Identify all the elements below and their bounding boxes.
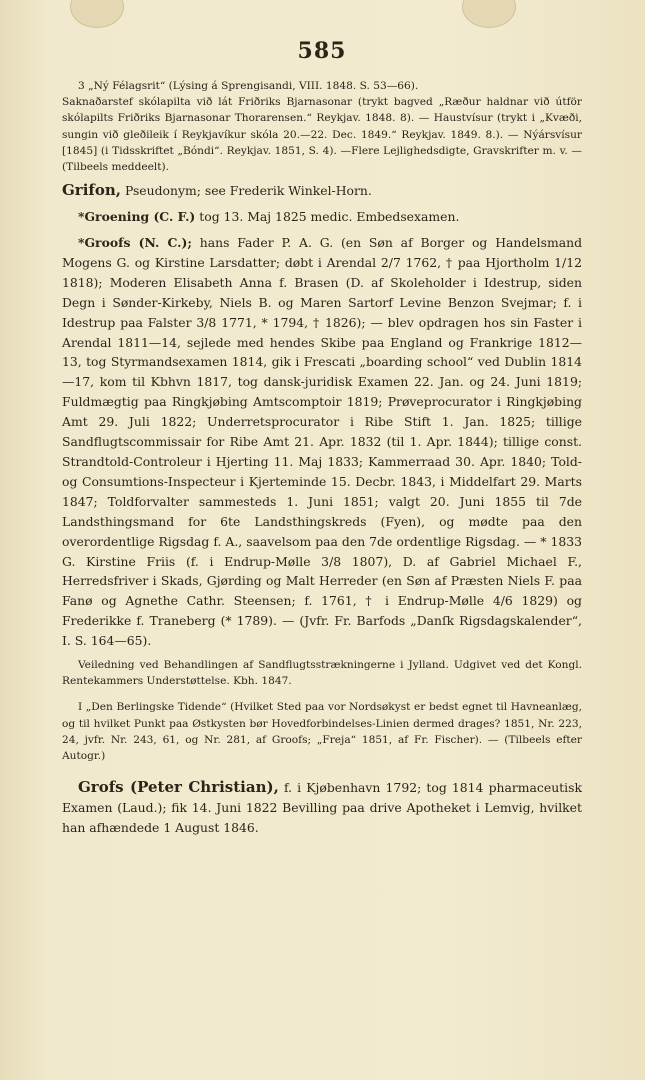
page-edge-mark: [70, 0, 124, 28]
page-text: [62, 38, 582, 838]
paragraph: I „Den Berlingske Tidende“ (Hvilket Sted paa vor Nordsøkyst er bedst egnet til Havneanlæg, og til hvilket Punkt paa Østkysten bør Hovedforbindelses-Linien dermed drages? 1851, Nr. 223, 24, jvfr. Nr. 243, 61, og Nr. 281, af Groofs; „Freja“ 1851, af Fr. Fischer). — (Tilbeels efter Autogr.): [62, 701, 582, 763]
page-number: 585: [297, 38, 347, 64]
entry-text: Pseudonym; see Frederik Winkel-Horn.: [121, 183, 372, 199]
entry-grofs: [62, 778, 582, 838]
entry-grifon: [62, 181, 582, 201]
paragraph: Saknaðarstef skólapilta við lát Friðriks Bjarnasonar (trykt bagved „Ræður haldnar við útför skólapilts Friðriks Bjarnasonar Thorarensen.“ Reykjav. 1848. 8). — Haustvísur (trykt i „Kvæði, sungin við gleðileik í Reykjavíkur skóla 20.—22. Dec. 1849.“ Reykjav. 1849. 8.). — Nýársvísur [1845] (i Tidsskriftet „Bóndi“. Reykjav. 1851, S. 4). —Flere Lejlighedsdigte, Gravskrifter m. v. — (Tilbeels meddeelt).: [62, 96, 582, 174]
page-edge-mark: [462, 0, 516, 28]
entry-text: tog 13. Maj 1825 medic. Embedsexamen.: [195, 209, 460, 225]
entry-text: hans Fader P. A. G. (en Søn af Borger og Handelsmand Mogens G. og Kirstine Larsdatter; døbt i Arendal 2/7 1762, † paa Hjortholm 1/12 1818); Moderen Elisabeth Anna f. Brasen (D. af Skoleholder i Idestrup, siden Degn i Sønder-Kirkeby, Niels B. og Maren Sartorf Levine Benzon Svejmar; f. i Idestrup paa Falster 3/8 1771, * 1794, † 1826); — blev opdragen hos sin Faster i Arendal 1811—14, sejlede med hendes Skibe paa England og Frankrige 1812—13, tog Styrmandsexamen 1814, gik i Frescati „boarding school“ ved Dublin 1814—17, kom til Kbhvn 1817, tog dansk-juridisk Examen 22. Jan. og 24. Juni 1819; Fuldmægtig paa Ringkjøbing Amtscomptoir 1819; Prøveprocurator i Ringkjøbing Amt 29. Juli 1822; Underretsprocurator i Ribe Stift 1. Jan. 1825; tillige Sandflugtscommissair for Ribe Amt 21. Apr. 1832 (til 1. Apr. 1844); tillige const. Strandtold-Controleur i Hjerting 11. Maj 1833; Kammerraad 30. Apr. 1840; Told- og Consumtions-Inspecteur i Kjerteminde 15. Decbr. 1843, i Middelfart 29. Marts 1847; Toldforvalter sammesteds 1. Juni 1851; valgt 20. Juni 1855 til 7de Landsthingsmand for 6te Landsthingskreds (Fyen), og mødte paa den overordentlige Rigsdag f. A., saavelsom paa den 7de ordentlige Rigsdag. — * 1833 G. Kirstine Friis (f. i Endrup-Mølle 3/8 1807), D. af Gabriel Michael F., Herredsfriver i Skads, Gjørding og Malt Herreder (en Søn af Præsten Niels F. paa Fanø og Agnethe Cathr. Steensen; f. 1761, † i Endrup-Mølle 4/6 1829) og Frederikke f. Traneberg (* 1789). — (Jvfr. Fr. Barfods „Danſk Rigsdagskalender“, I. S. 164—65).: [62, 235, 582, 649]
entry-head: Grofs (Peter Christian),: [78, 778, 279, 797]
entry-groofs: [62, 233, 582, 651]
paragraph: Veiledning ved Behandlingen af Sandflugtsstrækningerne i Jylland. Udgivet ved det Kongl. Rentekammers Understøttelse. Kbh. 1847.: [62, 659, 582, 688]
entry-text: f. i Kjøbenhavn 1792; tog 1814 pharmaceutisk Examen (Laud.); fik 14. Juni 1822 Bevilling paa drive Apotheket i Lemvig, hvilket han afhændede 1 August 1846.: [62, 780, 582, 836]
entry-head: Grifon,: [62, 181, 121, 200]
entry-head: *Groofs (N. C.);: [78, 235, 192, 251]
entry-groening: [62, 207, 582, 227]
entry-head: *Groening (C. F.): [78, 209, 196, 225]
paragraph: 3 „Ný Félagsrit“ (Lýsing á Sprengisandi, VIII. 1848. S. 53—66).: [78, 80, 419, 92]
